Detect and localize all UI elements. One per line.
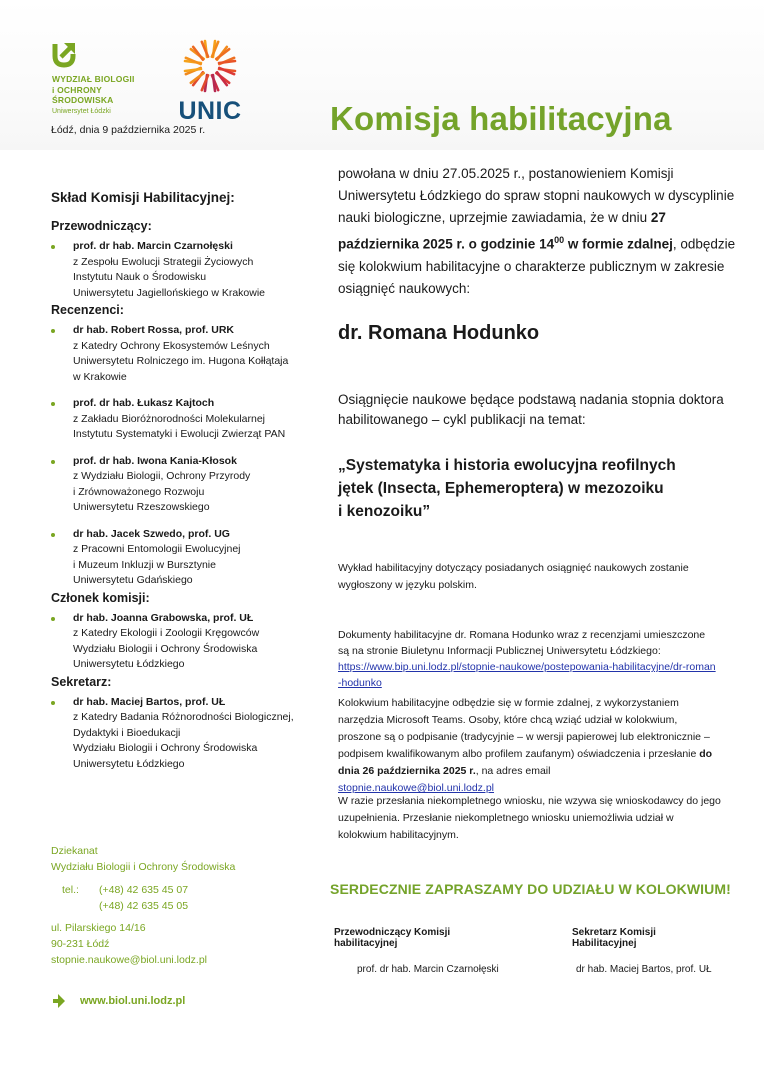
bullet-icon — [51, 245, 55, 249]
member-affiliation: Uniwersytetu Rzeszowskiego — [73, 501, 210, 513]
contact-block — [51, 843, 311, 968]
member-affiliation: z Zakładu Bioróżnorodności Molekularnej — [73, 412, 266, 425]
warning-paragraph: W razie przesłania niekompletnego wniosku, nie wzywa się wnioskodawcy do jego uzupełnienia. Przesłanie niekompletnego wniosku uniemożliwia udział w kolokwium habilitacyjnym. — [338, 795, 721, 841]
member-affiliation: Wydziału Biologii i Ochrony Środowiska — [73, 642, 258, 655]
committee-member — [51, 323, 311, 385]
member-affiliation: z Katedry Ekologii i Zoologii Kręgowców — [73, 627, 260, 639]
page-title: Komisja habilitacyjna — [330, 100, 672, 137]
member-name: dr hab. Maciej Bartos, prof. UŁ — [73, 695, 226, 708]
bullet-icon — [51, 701, 55, 705]
topic-line: i kenozoiku” — [338, 503, 431, 520]
university-name: Uniwersytet Łódzki — [52, 107, 111, 115]
bullet-icon — [51, 402, 55, 406]
faculty-name-line: ŚRODOWISKA — [52, 95, 114, 105]
unic-logo-text: UNIC — [178, 97, 242, 125]
email-link[interactable]: stopnie.naukowe@biol.uni.lodz.pl — [338, 782, 495, 794]
intro-text-end: , odbędzie się kolokwium habilitacyjne o charakterze publicznym w zakresie osiągnięć naukowych: — [338, 236, 736, 296]
committee-member — [51, 396, 311, 443]
committee-role: Sekretarz: — [51, 674, 112, 689]
invitation-banner: SERDECZNIE ZAPRASZAMY DO UDZIAŁU W KOLOKWIUM! — [330, 881, 731, 897]
bullet-icon — [51, 329, 55, 333]
committee-role: Przewodniczący: — [51, 219, 152, 233]
member-affiliation: z Katedry Ochrony Ekosystemów Leśnych — [73, 339, 270, 352]
member-affiliation: Uniwersytetu Jagiellońskiego w Krakowie — [73, 286, 266, 299]
lecture-note: Wykład habilitacyjny dotyczący posiadanych osiągnięć naukowych zostanie wygłoszony w języku polskim. — [338, 562, 689, 591]
phone-number: (+48) 42 635 45 07 — [99, 884, 189, 896]
tel-label: tel.: — [62, 884, 79, 896]
member-affiliation: z Wydziału Biologii, Ochrony Przyrody — [73, 470, 251, 482]
intro-time-minutes: 00 — [554, 235, 565, 245]
phone-row — [51, 882, 311, 914]
member-affiliation: Instytutu Systematyki i Ewolucji Zwierząt PAN — [73, 428, 286, 440]
arrow-up-right-icon — [52, 40, 78, 68]
bullet-icon — [51, 460, 55, 464]
signature-chair — [334, 927, 514, 975]
colloquium-text-end: , na adres email — [475, 765, 551, 777]
intro-date: 27 października 2025 r. o godzinie 14 — [338, 210, 666, 252]
committee-member — [51, 695, 311, 773]
thesis-topic — [338, 454, 738, 523]
office-label: Dziekanat — [51, 845, 98, 857]
member-affiliation: Uniwersytetu Gdańskiego — [73, 574, 193, 586]
topic-line: jętek (Insecta, Ephemeroptera) w mezozoiku — [338, 480, 664, 497]
bullet-icon — [51, 617, 55, 621]
candidate-name: dr. Romana Hodunko — [338, 322, 540, 344]
faculty-label: Wydziału Biologii i Ochrony Środowiska — [51, 861, 236, 873]
committee-member — [51, 527, 311, 589]
documents-text: Dokumenty habilitacyjne dr. Romana Hodunko wraz z recenzjami umieszczone są na stronie Biuletynu Informacji Publicznej Uniwersytetu Łódzkiego: — [338, 629, 706, 657]
committee-member — [51, 611, 311, 673]
member-name: dr hab. Robert Rossa, prof. URK — [73, 324, 235, 336]
signature-title: Przewodniczący Komisji habilitacyjnej — [334, 927, 451, 949]
member-affiliation: Uniwersytetu Rolniczego im. Hugona Kołłątaja — [73, 355, 289, 367]
deadline: do dnia 26 października 2025 r. — [338, 748, 713, 777]
member-affiliation: i Muzeum Inkluzji w Bursztynie — [73, 558, 216, 571]
signature-title: Sekretarz Komisji Habilitacyjnej — [572, 927, 656, 949]
committee-list — [51, 219, 311, 772]
member-affiliation: Uniwersytetu Łódzkiego — [73, 658, 185, 670]
signature-name: prof. dr hab. Marcin Czarnołęski — [357, 964, 499, 975]
city-address: 90-231 Łódź — [51, 938, 110, 950]
bip-link[interactable]: https://www.bip.uni.lodz.pl/stopnie-naukowe/postepowania-habilitacyjne/dr-roman-hodunko — [338, 661, 716, 689]
member-name: prof. dr hab. Iwona Kania-Kłosok — [73, 454, 237, 467]
committee-role: Recenzenci: — [51, 303, 124, 317]
member-affiliation: Instytutu Nauk o Środowisku — [73, 271, 207, 283]
member-affiliation: i Zrównoważonego Rozwoju — [73, 485, 205, 498]
member-name: dr hab. Jacek Szwedo, prof. UG — [73, 527, 230, 540]
topic-line: „Systematyka i historia ewolucyjna reofilnych — [338, 457, 676, 474]
bullet-icon — [51, 533, 55, 537]
colloquium-text: Kolokwium habilitacyjne odbędzie się w formie zdalnej, z wykorzystaniem narzędzia Microsoft Teams. Osoby, które chcą wziąć udział w kolokwium, proszone są o podpisanie (tradycyjnie – w wersji papierowej lub elektronicznie – podpisem kwalifikowanym albo profilem zaufanym) oświadczenia i przesłanie — [338, 697, 710, 760]
intro-paragraph — [338, 163, 738, 300]
arrow-right-icon — [52, 993, 66, 1009]
document-date: Łódź, dnia 9 października 2025 r. — [51, 124, 206, 136]
phone-number: (+48) 42 635 45 05 — [99, 900, 189, 912]
unic-logo — [178, 38, 242, 123]
street-address: ul. Pilarskiego 14/16 — [51, 922, 146, 934]
member-affiliation: w Krakowie — [73, 370, 127, 383]
faculty-logo — [52, 40, 162, 116]
member-name: dr hab. Joanna Grabowska, prof. UŁ — [73, 611, 254, 624]
website-link[interactable]: www.biol.uni.lodz.pl — [80, 995, 186, 1007]
documents-paragraph — [338, 627, 718, 691]
committee-role: Członek komisji: — [51, 590, 150, 605]
member-affiliation: Wydziału Biologii i Ochrony Środowiska — [73, 742, 258, 754]
member-affiliation: Dydaktyki i Bioedukacji — [73, 726, 181, 739]
intro-mode: w formie zdalnej — [564, 236, 673, 252]
sunburst-icon — [180, 38, 240, 94]
committee-panel — [51, 190, 311, 772]
member-name: prof. dr hab. Marcin Czarnołęski — [73, 240, 233, 252]
member-affiliation: z Pracowni Entomologii Ewolucyjnej — [73, 543, 241, 555]
contact-email[interactable]: stopnie.naukowe@biol.uni.lodz.pl — [51, 954, 208, 966]
member-affiliation: z Zespołu Ewolucji Strategii Życiowych — [73, 255, 254, 268]
member-affiliation: z Katedry Badania Różnorodności Biologicznej, — [73, 711, 294, 723]
achievement-text: Osiągnięcie naukowe będące podstawą nadania stopnia doktora habilitowanego – cykl publikacji na temat: — [338, 392, 724, 427]
signature-secretary — [572, 927, 722, 975]
member-name: prof. dr hab. Łukasz Kajtoch — [73, 397, 215, 409]
committee-title: Skład Komisji Habilitacyjnej: — [51, 190, 235, 205]
colloquium-paragraph — [338, 695, 723, 797]
signature-name: dr hab. Maciej Bartos, prof. UŁ — [576, 964, 712, 975]
website-row — [52, 993, 185, 1009]
member-affiliation: Uniwersytetu Łódzkiego — [73, 757, 185, 770]
committee-member — [51, 454, 311, 516]
faculty-name-line: WYDZIAŁ BIOLOGII — [52, 74, 135, 84]
intro-text: powołana w dniu 27.05.2025 r., postanowieniem Komisji Uniwersytetu Łódzkiego do spraw stopni naukowych w dyscyplinie nauki biologiczne, uprzejmie zawiadamia, że w dniu — [338, 166, 735, 225]
faculty-name-line: i OCHRONY — [52, 84, 102, 95]
committee-member — [51, 239, 311, 301]
